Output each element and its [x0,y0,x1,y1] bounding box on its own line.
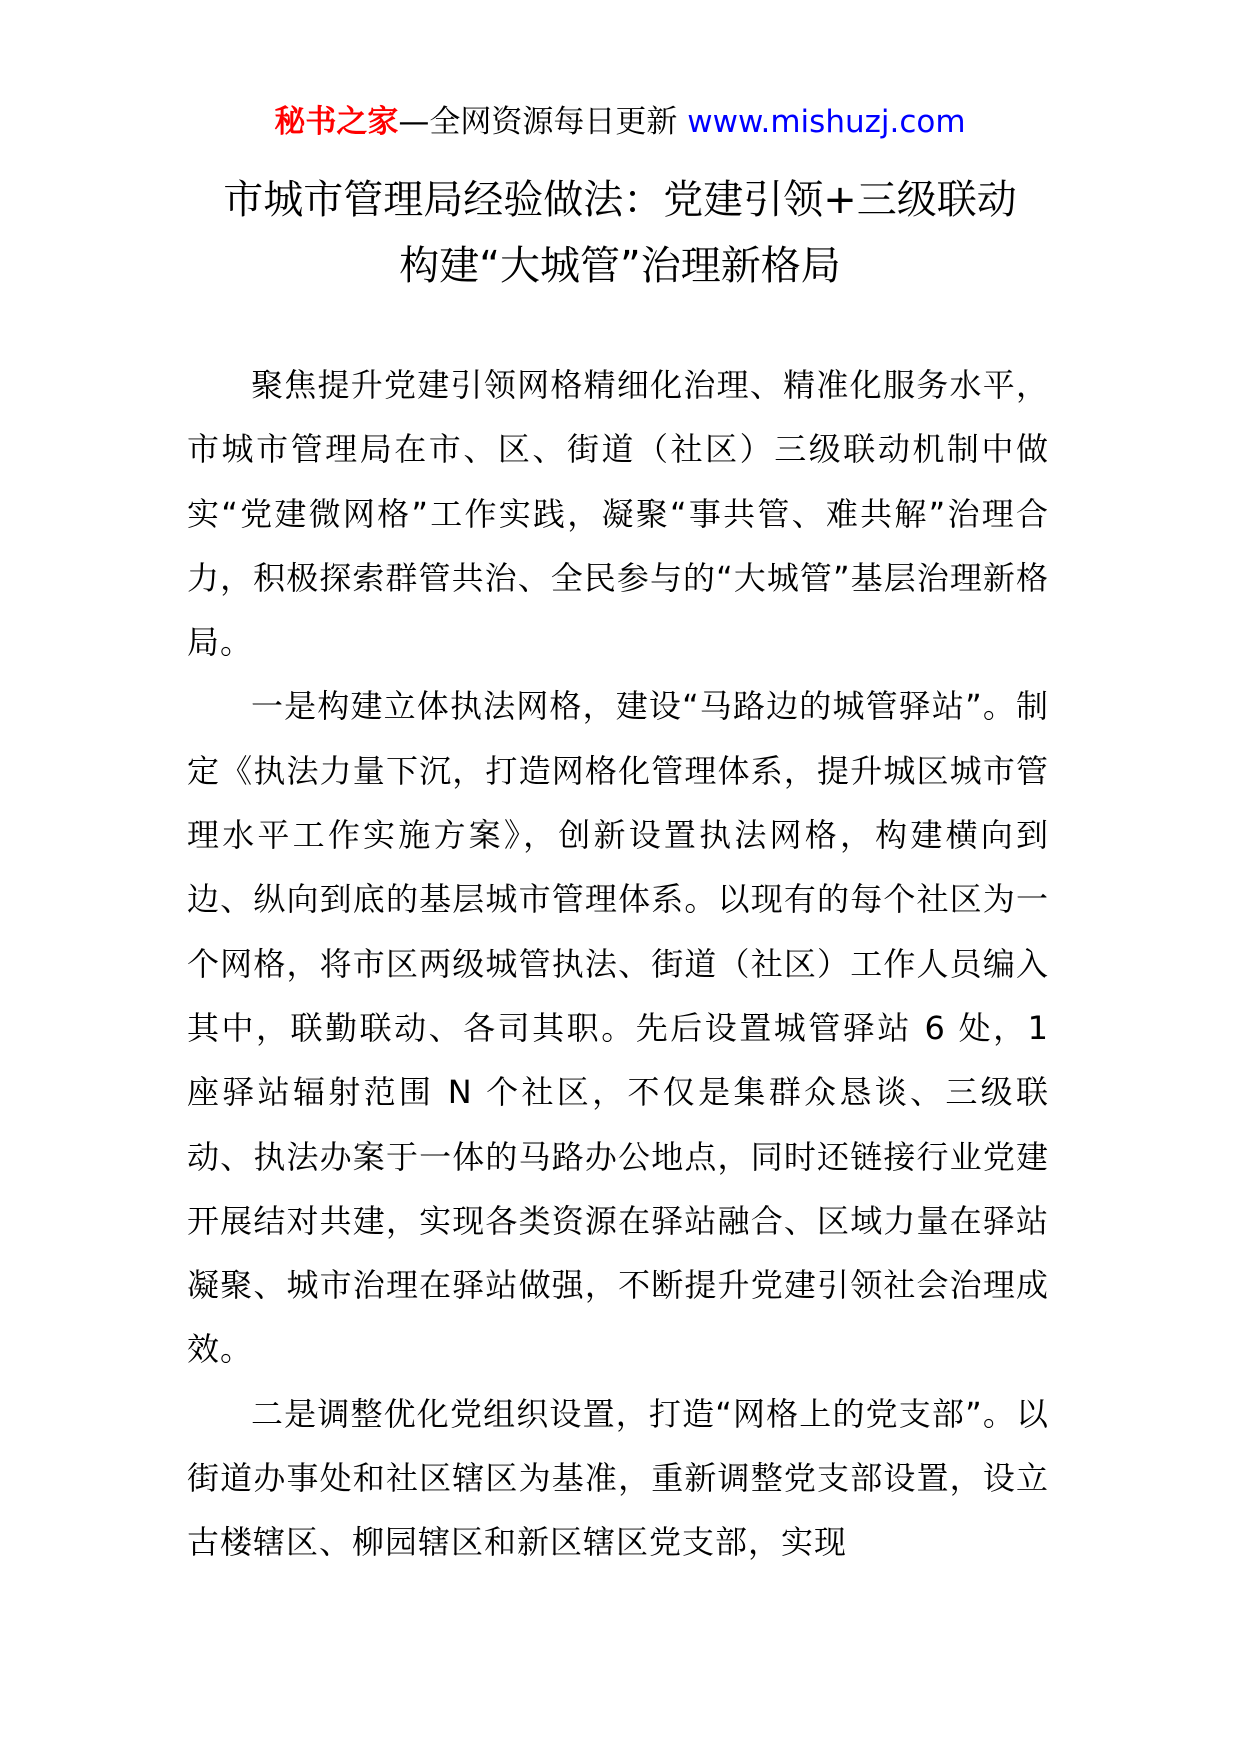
header-tagline: —全网资源每日更新 [398,104,688,140]
document-title-line-1: 市城市管理局经验做法：党建引领+三级联动 [223,177,1017,223]
document-body [187,353,1049,1575]
body-paragraph-one: 一是构建立体执法网格，建设“马路边的城管驿站”。制定《执法力量下沉，打造网格化管理体系，提升城区城市管理水平工作实施方案》，创新设置执法网格，构建横向到边、纵向到底的基层城市管理体系。以现有的每个社区为一个网格，将市区两级城管执法、街道（社区）工作人员编入其中，联勤联动、各司其职。先后设置城管驿站 6 处，1 座驿站辐射范围 N 个社区，不仅是集群众恳谈、三级联动、执法办案于一体的马路办公地点，同时还链接行业党建开展结对共建，实现各类资源在驿站融合、区域力量在驿站凝聚、城市治理在驿站做强，不断提升党建引领社会治理成效。 [187,687,1049,1369]
body-paragraph-two: 二是调整优化党组织设置，打造“网格上的党支部”。以街道办事处和社区辖区为基准，重新调整党支部设置，设立古楼辖区、柳园辖区和新区辖区党支部，实现 [187,1394,1049,1562]
brand-name: 秘书之家 [274,104,399,140]
document-title [120,167,1120,299]
body-paragraph-intro: 聚焦提升党建引领网格精细化治理、精准化服务水平，市城市管理局在市、区、街道（社区）三级联动机制中做实“党建微网格”工作实践，凝聚“事共管、难共解”治理合力，积极探索群管共治、全民参与的“大城管”基层治理新格局。 [187,366,1049,662]
site-header [0,100,1240,144]
site-url-link[interactable]: www.mishuzj.com [687,104,966,140]
document-title-line-2: 构建“大城管”治理新格局 [399,243,841,289]
